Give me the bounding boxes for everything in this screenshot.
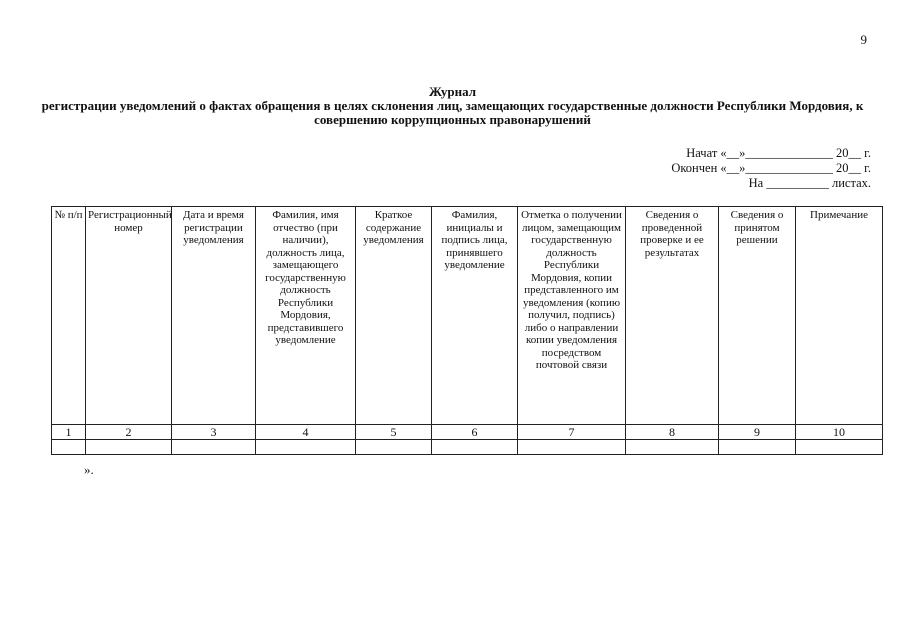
header-cell: Фамилия, инициалы и подпись лица, принявшего уведомление xyxy=(432,207,518,425)
header-cell: № п/п xyxy=(52,207,86,425)
journal-table xyxy=(51,206,883,455)
started-line: Начат «__»______________ 20__ г. xyxy=(686,146,871,160)
title-main: Журнал xyxy=(429,84,476,99)
column-number-row xyxy=(52,425,883,440)
empty-cell xyxy=(719,440,796,455)
column-number: 10 xyxy=(796,425,883,440)
sheets-line: На __________ листах. xyxy=(748,176,871,190)
empty-cell xyxy=(356,440,432,455)
header-cell: Примечание xyxy=(796,207,883,425)
header-cell: Сведения о проведенной проверке и ее результатах xyxy=(626,207,719,425)
header-cell: Краткое содержание уведомления xyxy=(356,207,432,425)
column-number: 3 xyxy=(172,425,256,440)
title-subtitle: регистрации уведомлений о фактах обращения в целях склонения лиц, замещающих государственные должности Республики Мордовия, к совершению коррупционных правонарушений xyxy=(41,98,864,127)
column-number: 2 xyxy=(86,425,172,440)
header-row xyxy=(52,207,883,425)
empty-cell xyxy=(432,440,518,455)
column-number: 6 xyxy=(432,425,518,440)
empty-entry-row xyxy=(52,440,883,455)
header-cell: Сведения о принятом решении xyxy=(719,207,796,425)
column-number: 8 xyxy=(626,425,719,440)
column-number: 1 xyxy=(52,425,86,440)
journal-period xyxy=(671,146,871,191)
closing-quote: ». xyxy=(84,462,94,477)
document-title xyxy=(0,85,905,127)
empty-cell xyxy=(796,440,883,455)
empty-cell xyxy=(626,440,719,455)
page-number: 9 xyxy=(860,32,867,47)
empty-cell xyxy=(518,440,626,455)
header-cell: Отметка о получении лицом, замещающим государственную должность Республики Мордовия, копии представленного им уведомления (копию получил, подпись) либо о направлении копии уведомления посредством почтовой связи xyxy=(518,207,626,425)
column-number: 4 xyxy=(256,425,356,440)
column-number: 5 xyxy=(356,425,432,440)
empty-cell xyxy=(172,440,256,455)
column-number: 7 xyxy=(518,425,626,440)
header-cell: Регистрационный номер xyxy=(86,207,172,425)
header-cell: Фамилия, имя отчество (при наличии), должность лица, замещающего государственную должность Республики Мордовия, представившего уведомление xyxy=(256,207,356,425)
column-number: 9 xyxy=(719,425,796,440)
empty-cell xyxy=(256,440,356,455)
header-cell: Дата и время регистрации уведомления xyxy=(172,207,256,425)
empty-cell xyxy=(86,440,172,455)
empty-cell xyxy=(52,440,86,455)
ended-line: Окончен «__»______________ 20__ г. xyxy=(671,161,871,175)
